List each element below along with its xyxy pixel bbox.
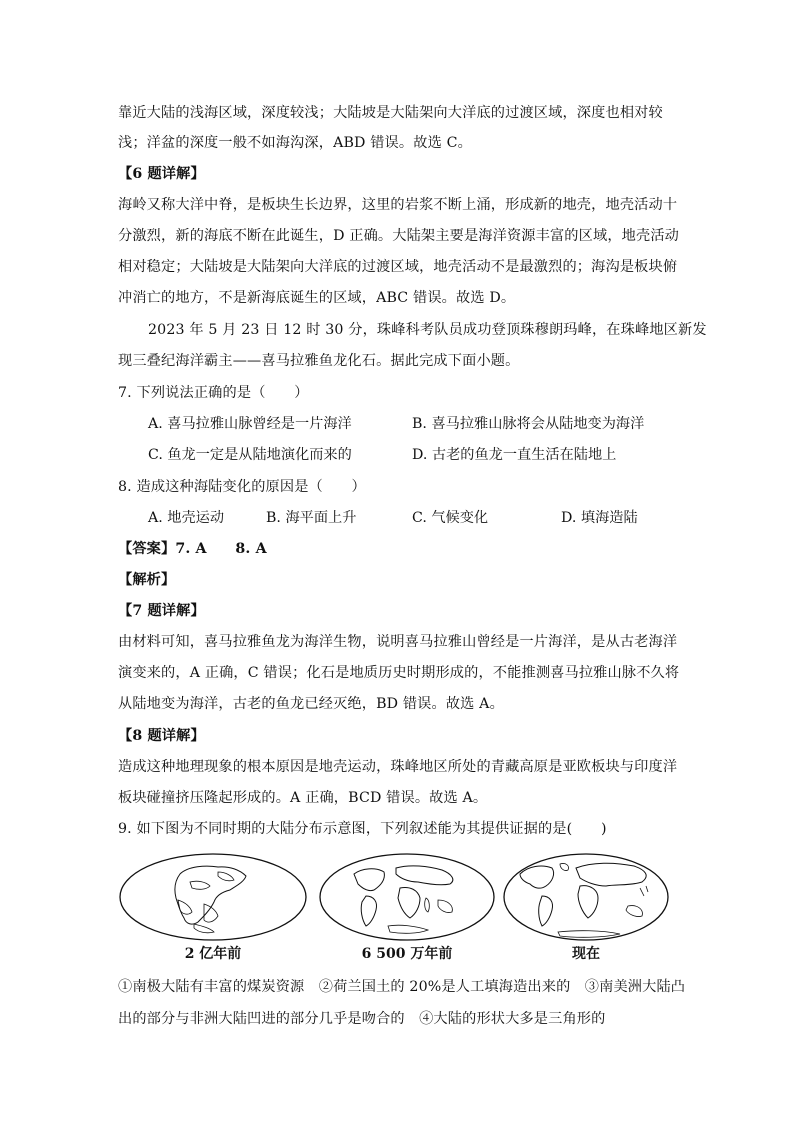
q8-option-a: A. 地壳运动 bbox=[148, 510, 225, 526]
statement-line: 出的部分与非洲大陆凹进的部分几乎是吻合的 ④大陆的形状大多是三角形的 bbox=[118, 1011, 606, 1027]
question-8: 8. 造成这种海陆变化的原因是（ ） bbox=[118, 479, 366, 495]
map-caption: 2 亿年前 bbox=[184, 946, 242, 962]
section-heading-q8: 【8 题详解】 bbox=[118, 728, 205, 744]
q7-option-b: B. 喜马拉雅山脉将会从陆地变为海洋 bbox=[412, 416, 645, 432]
paragraph-line: 冲消亡的地方，不是新海底诞生的区域，ABC 错误。故选 D。 bbox=[118, 290, 516, 306]
continent-map-present bbox=[502, 852, 670, 942]
material-paragraph: 现三叠纪海洋霸主——喜马拉雅鱼龙化石。据此完成下面小题。 bbox=[118, 353, 520, 369]
material-paragraph: 2023 年 5 月 23 日 12 时 30 分，珠峰科考队员成功登顶珠穆朗玛峰，在珠峰地区新发 bbox=[148, 322, 707, 338]
paragraph-line: 相对稳定；大陆坡是大陆架向大洋底的过渡区域，地壳活动不是最激烈的；海沟是板块俯 bbox=[118, 259, 678, 275]
continent-map-200ma bbox=[118, 852, 308, 942]
paragraph-line: 分激烈，新的海底不断在此诞生，D 正确。大陆架主要是海洋资源丰富的区域，地壳活动 bbox=[118, 228, 680, 244]
question-9: 9. 如下图为不同时期的大陆分布示意图，下列叙述能为其提供证据的是( ) bbox=[118, 821, 607, 837]
continent-map-65ma bbox=[318, 852, 496, 942]
map-caption: 6 500 万年前 bbox=[361, 946, 453, 962]
map-caption: 现在 bbox=[572, 946, 600, 962]
section-heading-q6: 【6 题详解】 bbox=[118, 166, 205, 182]
paragraph-line: 靠近大陆的浅海区域，深度较浅；大陆坡是大陆架向大洋底的过渡区域，深度也相对较 bbox=[118, 105, 663, 121]
paragraph-line: 板块碰撞挤压隆起形成的。A 正确，BCD 错误。故选 A。 bbox=[118, 790, 488, 806]
section-heading-q7: 【7 题详解】 bbox=[118, 603, 205, 619]
statement-line: ①南极大陆有丰富的煤炭资源 ②荷兰国土的 20%是人工填海造出来的 ③南美洲大陆凸 bbox=[118, 979, 686, 995]
q7-option-a: A. 喜马拉雅山脉曾经是一片海洋 bbox=[148, 416, 352, 432]
q7-option-c: C. 鱼龙一定是从陆地演化而来的 bbox=[148, 447, 352, 463]
answer-line: 【答案】7. A 8. A bbox=[118, 541, 267, 557]
q8-option-d: D. 填海造陆 bbox=[561, 510, 638, 526]
question-7: 7. 下列说法正确的是（ ） bbox=[118, 385, 309, 401]
paragraph-line: 由材料可知，喜马拉雅鱼龙为海洋生物，说明喜马拉雅山曾经是一片海洋，是从古老海洋 bbox=[118, 634, 678, 650]
q7-option-d: D. 古老的鱼龙一直生活在陆地上 bbox=[412, 447, 617, 463]
paragraph-line: 演变来的，A 正确，C 错误；化石是地质历史时期形成的，不能推测喜马拉雅山脉不久将 bbox=[118, 665, 680, 681]
paragraph-line: 造成这种地理现象的根本原因是地壳运动，珠峰地区所处的青藏高原是亚欧板块与印度洋 bbox=[118, 759, 678, 775]
paragraph-line: 海岭又称大洋中脊，是板块生长边界，这里的岩浆不断上涌，形成新的地壳，地壳活动十 bbox=[118, 197, 678, 213]
q8-option-c: C. 气候变化 bbox=[412, 510, 489, 526]
paragraph-line: 浅；洋盆的深度一般不如海沟深，ABD 错误。故选 C。 bbox=[118, 135, 472, 151]
paragraph-line: 从陆地变为海洋，古老的鱼龙已经灭绝，BD 错误。故选 A。 bbox=[118, 696, 504, 712]
analysis-heading: 【解析】 bbox=[118, 572, 176, 588]
q8-option-b: B. 海平面上升 bbox=[266, 510, 357, 526]
